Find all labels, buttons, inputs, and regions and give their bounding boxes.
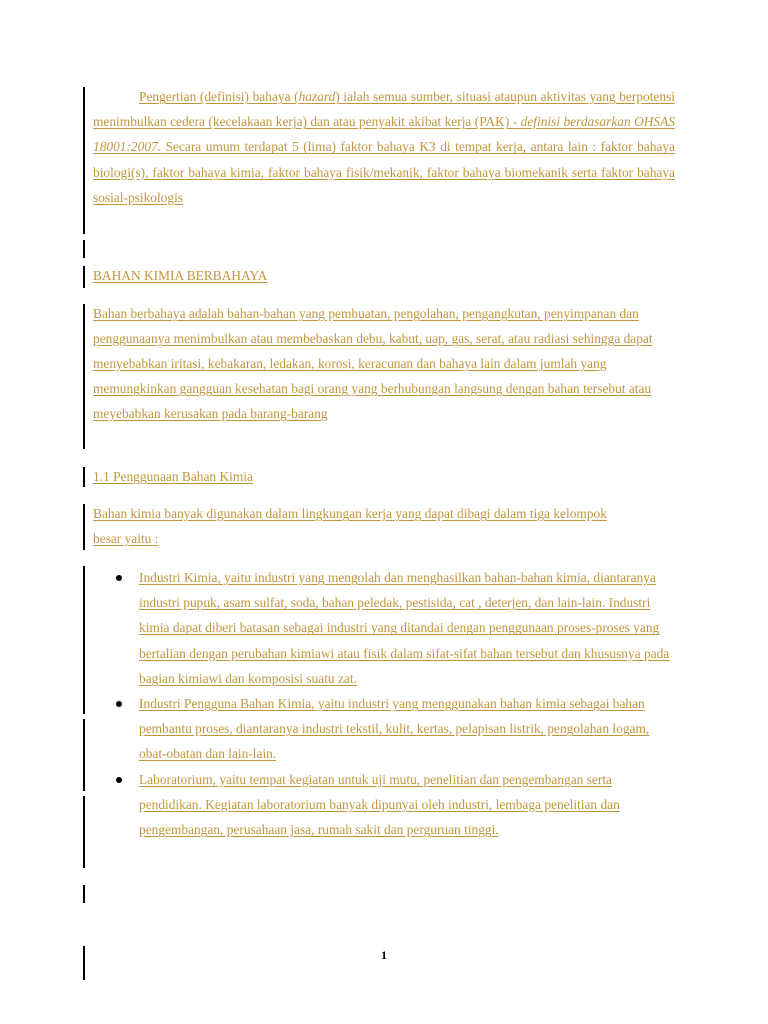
intro-text-3: Secara umum terdapat 5 (lima) faktor bahaya K3 di tempat kerja, antara lain : faktor bahaya biologi(s), faktor bahaya kimia, faktor bahaya fisik/mekanik, faktor bahaya biomekanik serta faktor bahaya sosial-psikologis (93, 139, 675, 205)
change-bar (83, 304, 85, 449)
change-bar (83, 719, 85, 791)
intro-hazard-term: hazard (298, 89, 336, 104)
intro-paragraph (93, 84, 675, 210)
list-item (93, 565, 675, 691)
bullet-list (93, 565, 675, 842)
change-bar (83, 566, 85, 714)
bullet-icon (116, 777, 122, 783)
list-item (93, 767, 675, 843)
intro-text-2: ) ialah semua sumber, situasi ataupun aktivitas yang berpotensi menimbulkan cedera (kecelakaan kerja) dan atau penyakit akibat kerja (PAK) - (93, 89, 675, 130)
subsection-heading: 1.1 Penggunaan Bahan Kimia (93, 469, 253, 484)
page-number: 1 (381, 948, 387, 962)
list-item-text: Industri Kimia, yaitu industri yang mengolah dan menghasilkan bahan-bahan kimia, diantaranya industri pupuk, asam sulfat, soda, bahan peledak, pestisida, cat , deterjen, dan lain-lain. Industri kimia dapat diberi batasan sebagai industri yang ditandai dengan penggunaan proses-proses yang bertalian dengan perubahan kimiawi atau fisik dalam sifat-sifat bahan tersebut dan khususnya pada bagian kimiawi dan komposisi suatu zat. (139, 570, 670, 686)
chemical-usage-paragraph: Bahan kimia banyak digunakan dalam lingkungan kerja yang dapat dibagi dalam tiga kelompok besar yaitu : (93, 506, 607, 546)
change-bar (83, 467, 85, 487)
change-bar (83, 240, 85, 258)
change-bar (83, 87, 85, 234)
intro-text-1: Pengertian (definisi) bahaya ( (139, 89, 299, 104)
change-bar (83, 885, 85, 903)
section-heading: BAHAN KIMIA BERBAHAYA (93, 268, 268, 283)
bullet-icon (116, 701, 122, 707)
change-bar (83, 796, 85, 868)
change-bar (83, 266, 85, 288)
bullet-icon (116, 575, 122, 581)
change-bar (83, 504, 85, 550)
list-item-text: Laboratorium, yaitu tempat kegiatan untuk uji mutu, penelitian dan pengembangan serta pendidikan. Kegiatan laboratorium banyak dipunyai oleh industri, lembaga penelitian dan pengembangan, perusahaan jasa, rumah sakit dan perguruan tinggi. (139, 771, 620, 838)
intro-definition-source: definisi berdasarkan OHSAS 18001:2007. (93, 114, 676, 155)
list-item-text: Industri Pengguna Bahan Kimia, yaitu industri yang menggunakan bahan kimia sebagai bahan pembantu proses, diantaranya industri tekstil, kulit, kertas, pelapisan listrik, pengolahan logam, obat-obatan dan lain-lain. (139, 696, 650, 762)
list-item (93, 691, 675, 767)
hazardous-materials-paragraph: Bahan berbahaya adalah bahan-bahan yang pembuatan, pengolahan, pengangkutan, penyimpanan dan penggunaanya menimbulkan atau membebaskan debu, kabut, uap, gas, serat, atau radiasi sehingga dapat menyebabkan iritasi, kebakaran, ledakan, korosi, keracunan dan bahaya lain dalam jumlah yang memungkinkan gangguan kesehatan bagi orang yang berhubungan langsung dengan bahan tersebut atau meyebabkan kerusakan pada barang-barang (93, 306, 653, 421)
